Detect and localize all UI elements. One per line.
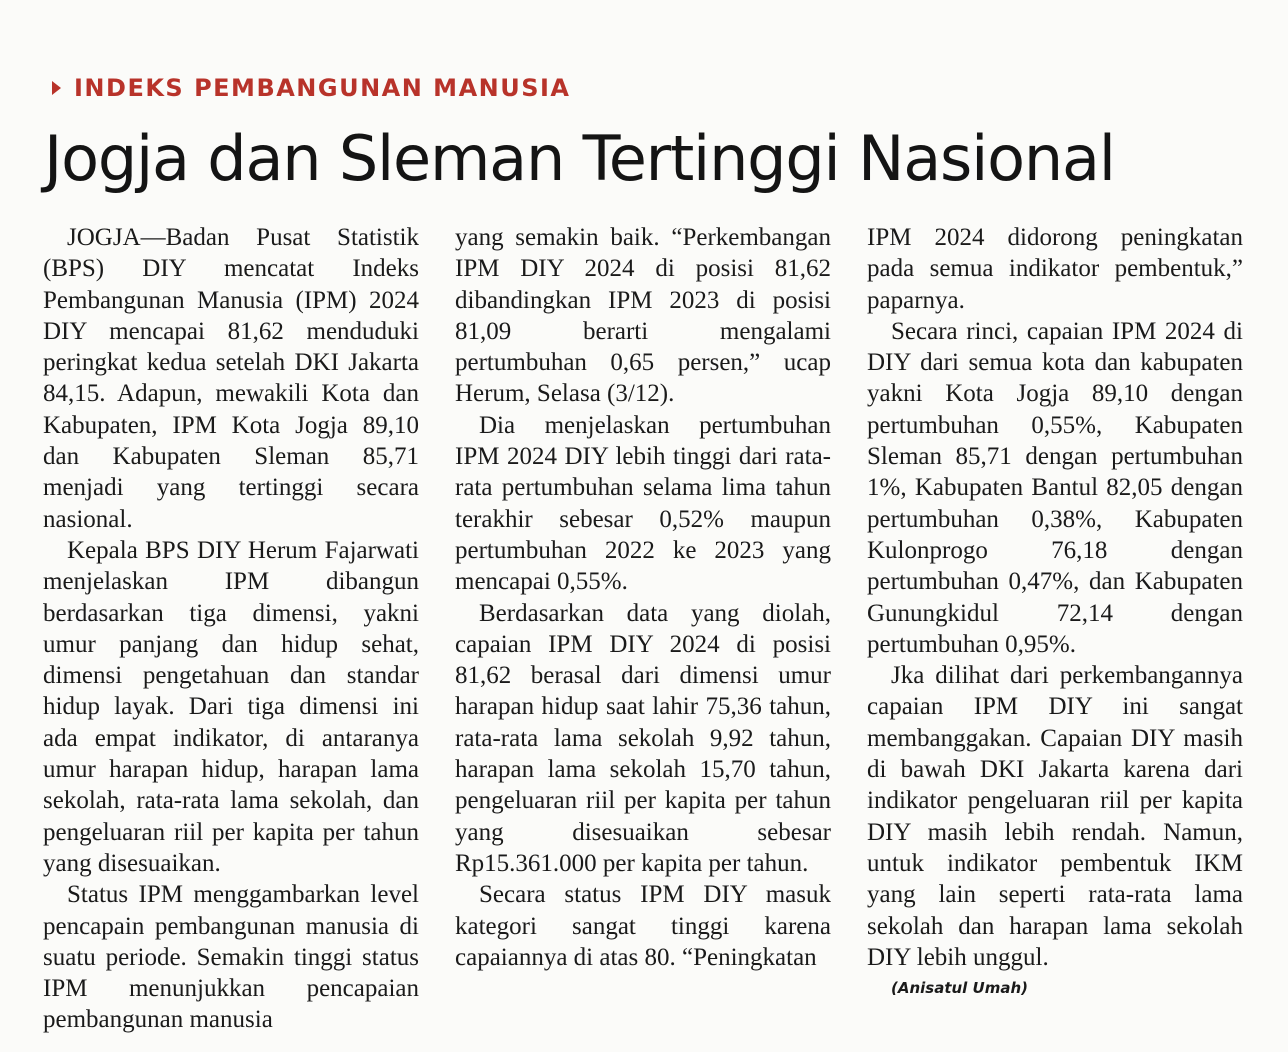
paragraph: JOGJA—Badan Pusat Statistik (BPS) DIY mencatat Indeks Pembangunan Manusia (IPM) 2024 DIY mencapai 81,62 menduduki peringkat kedua setelah DKI Jakarta 84,15. Adapun, mewakili Kota dan Kabupaten, IPM Kota Jogja 89,10 dan Kabupaten Sleman 85,71 menjadi yang tertinggi secara nasional. — [43, 224, 419, 533]
paragraph: Jka dilihat dari perkembangannya capaian IPM DIY ini sangat membanggakan. Capaian DIY masih di bawah DKI Jakarta karena dari indikator pengeluaran riil per kapita DIY masih lebih rendah. Namun, untuk indikator pembentuk IKM yang lain seperti rata-rata lama sekolah dan harapan lama sekolah DIY lebih unggul. — [867, 662, 1243, 971]
article-column-2 — [455, 222, 831, 973]
headline: Jogja dan Sleman Tertinggi Nasional — [44, 122, 1115, 195]
paragraph: Secara status IPM DIY masuk kategori sangat tinggi karena capaiannya di atas 80. “Peningkatan — [455, 881, 831, 971]
kicker-arrow-icon — [52, 81, 61, 95]
paragraph: Kepala BPS DIY Herum Fajarwati menjelaskan IPM dibangun berdasarkan tiga dimensi, yakni umur panjang dan hidup sehat, dimensi pengetahuan dan standar hidup layak. Dari tiga dimensi ini ada empat indikator, di antaranya umur harapan hidup, harapan lama sekolah, rata-rata lama sekolah, dan pengeluaran riil per kapita per tahun yang disesuaikan. — [43, 536, 419, 877]
article-column-3 — [867, 222, 1243, 1003]
byline: (Anisatul Umah) — [891, 979, 1029, 998]
paragraph: Dia menjelaskan pertumbuhan IPM 2024 DIY lebih tinggi dari rata-rata pertumbuhan selama lima tahun terakhir sebesar 0,52% maupun pertumbuhan 2022 ke 2023 yang mencapai 0,55%. — [455, 411, 831, 596]
section-kicker — [52, 70, 571, 106]
article-column-1 — [43, 222, 419, 1036]
paragraph: Status IPM menggambarkan level pencapain pembangunan manusia di suatu periode. Semakin tinggi status IPM menunjukkan pencapaian pembangunan manusia — [43, 881, 419, 1034]
paragraph: Berdasarkan data yang diolah, capaian IPM DIY 2024 di posisi 81,62 berasal dari dimensi umur harapan hidup saat lahir 75,36 tahun, rata-rata lama sekolah 9,92 tahun, harapan lama sekolah 15,70 tahun, pengeluaran riil per kapita per tahun yang disesuaikan sebesar Rp15.361.000 per kapita per tahun. — [455, 599, 831, 877]
paragraph: yang semakin baik. “Perkembangan IPM DIY 2024 di posisi 81,62 dibandingkan IPM 2023 di posisi 81,09 berarti mengalami pertumbuhan 0,65 persen,” ucap Herum, Selasa (3/12). — [455, 224, 831, 408]
paragraph: IPM 2024 didorong peningkatan pada semua indikator pembentuk,” paparnya. — [867, 224, 1243, 314]
kicker-label: INDEKS PEMBANGUNAN MANUSIA — [74, 74, 571, 102]
paragraph: Secara rinci, capaian IPM 2024 di DIY dari semua kota dan kabupaten yakni Kota Jogja 89,10 dengan pertumbuhan 0,55%, Kabupaten Sleman 85,71 dengan pertumbuhan 1%, Kabupaten Bantul 82,05 dengan pertumbuhan 0,38%, Kabupaten Kulonprogo 76,18 dengan pertumbuhan 0,47%, dan Kabupaten Gunungkidul 72,14 dengan pertumbuhan 0,95%. — [867, 317, 1243, 658]
